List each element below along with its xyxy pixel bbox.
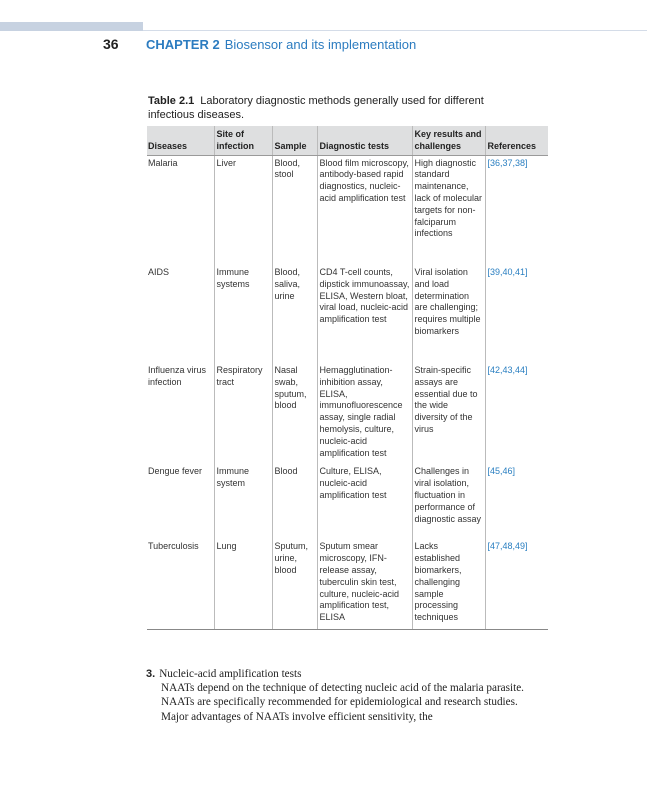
table-row [147, 363, 548, 464]
cell-sample: Blood, stool [272, 155, 317, 265]
cell-results: High diagnostic standard maintenance, lack of molecular targets for non-falciparum infections [412, 155, 485, 265]
cell-disease: AIDS [148, 267, 170, 278]
top-rule [143, 30, 647, 31]
cell-tests: Blood film microscopy, antibody-based rapid diagnostics, nucleic-acid amplification test [317, 155, 412, 265]
chapter-title: Biosensor and its implementation [224, 37, 417, 52]
table-row [147, 464, 548, 539]
table-row [147, 539, 548, 629]
cell-site: Immune system [214, 464, 272, 539]
diagnostic-methods-table [147, 126, 548, 630]
header-site-of-infection: Site of infection [214, 126, 272, 155]
header-references: References [485, 126, 548, 155]
cell-references[interactable]: [36,37,38] [485, 155, 548, 265]
header-diseases: Diseases [147, 126, 214, 155]
cell-tests: Sputum smear microscopy, IFN-release assay, tuberculin skin test, culture, nucleic-acid amplification test, ELISA [317, 539, 412, 629]
cell-site: Liver [214, 155, 272, 265]
cell-site: Lung [214, 539, 272, 629]
section-heading: Nucleic-acid amplification tests [159, 668, 302, 680]
chapter-label: CHAPTER 2 [146, 37, 220, 52]
cell-disease: Dengue fever [148, 466, 203, 477]
table-header-row [147, 126, 548, 155]
cell-references[interactable]: [42,43,44] [485, 363, 548, 464]
list-marker: 3. [146, 668, 156, 680]
cell-sample: Blood, saliva, urine [272, 265, 317, 363]
cell-results: Strain-specific assays are essential due to the wide diversity of the virus [412, 363, 485, 464]
cell-disease: Malaria [148, 157, 178, 168]
cell-results: Challenges in viral isolation, fluctuation in performance of diagnostic assay [412, 464, 485, 539]
cell-tests: Hemagglutination-inhibition assay, ELISA, immunofluorescence assay, single radial hemolysis, culture, nucleic-acid amplification test [317, 363, 412, 464]
cell-references[interactable]: [39,40,41] [485, 265, 548, 363]
cell-sample: Sputum, urine, blood [272, 539, 317, 629]
cell-site: Immune systems [214, 265, 272, 363]
cell-sample: Nasal swab, sputum, blood [272, 363, 317, 464]
cell-disease: Tuberculosis [147, 539, 214, 629]
cell-disease: Influenza virus infection [148, 365, 207, 387]
table-label: Table 2.1 [148, 95, 195, 107]
cell-results: Viral isolation and load determination are challenging; requires multiple biomarkers [412, 265, 485, 363]
cell-sample: Blood [272, 464, 317, 539]
table-row [147, 155, 548, 265]
page-number: 36 [103, 36, 119, 52]
cell-references[interactable]: [47,48,49] [485, 539, 548, 629]
table-caption [148, 95, 528, 122]
cell-site: Respiratory tract [214, 363, 272, 464]
header-key-results: Key results and challenges [412, 126, 485, 155]
table-caption-text: Laboratory diagnostic methods generally used for different infectious diseases. [148, 95, 484, 121]
chapter-header [146, 37, 416, 52]
top-decoration-bar [0, 22, 143, 31]
header-diagnostic-tests: Diagnostic tests [317, 126, 412, 155]
section-body [146, 667, 546, 724]
header-sample: Sample [272, 126, 317, 155]
cell-references[interactable]: [45,46] [485, 464, 548, 539]
cell-tests: Culture, ELISA, nucleic-acid amplification test [317, 464, 412, 539]
cell-tests: CD4 T-cell counts, dipstick immunoassay, ELISA, Western bloat, viral load, nucleic-acid amplification test [317, 265, 412, 363]
section-paragraph: NAATs depend on the technique of detecting nucleic acid of the malaria parasite. NAATs are specifically recommended for epidemiological and research studies. Major advantages of NAATs involve efficient sensitivity, the [161, 682, 524, 723]
table-row [147, 265, 548, 363]
cell-results: Lacks established biomarkers, challenging sample processing techniques [412, 539, 485, 629]
